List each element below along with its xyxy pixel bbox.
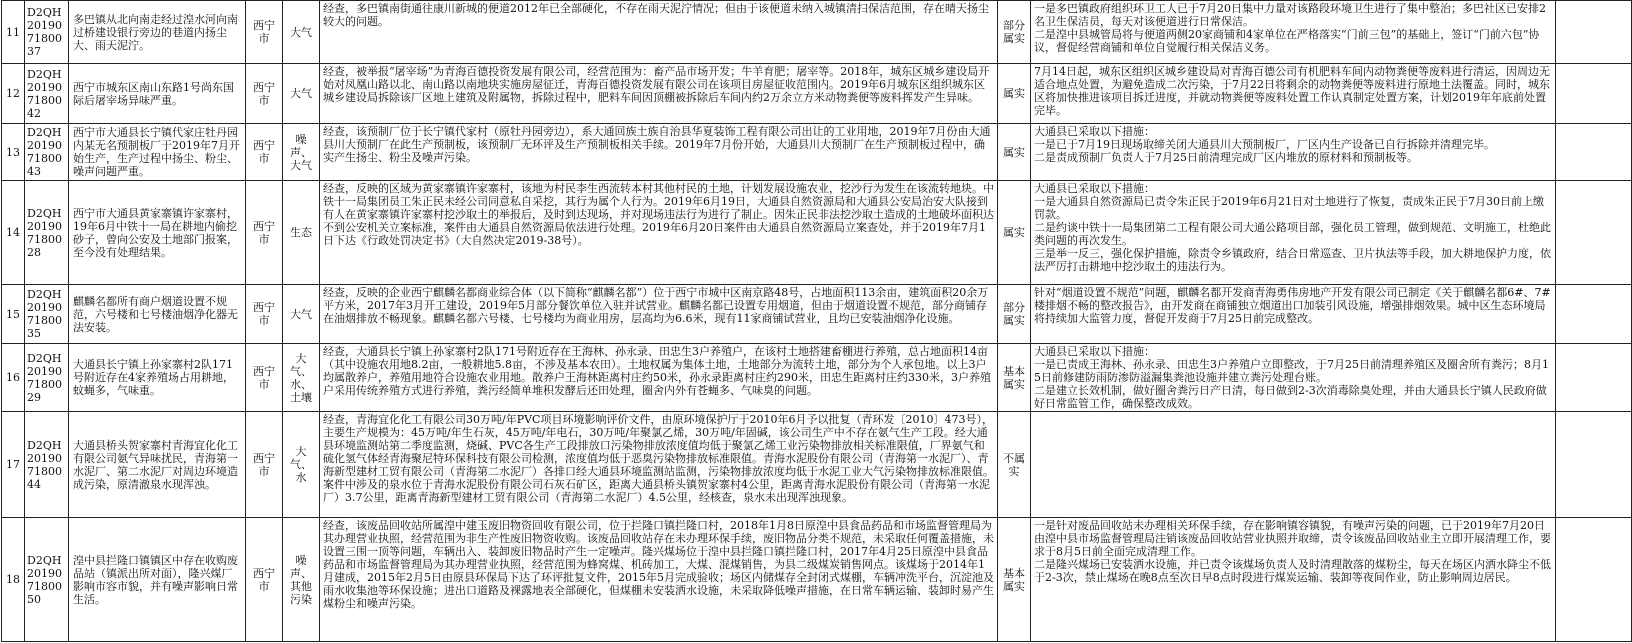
action-item: 针对“烟道设置不规范”问题，麒麟名都开发商青海勇伟房地产开发有限公司已制定《关于麒麟名都6#、7#楼排烟不畅的整改报告》，由开发商在商铺独立烟道出口加装引风设施，增强排烟效果。城中区生态环境局将持续加大监管力度，督促开发商于7月25日前完成整改。 [1034,286,1551,325]
table-row [2,344,1632,412]
city-cell: 西宁市 [246,285,283,344]
rectification-actions [1031,518,1556,642]
pollution-type: 噪声、大气 [283,124,320,181]
table-row [2,285,1632,344]
complaint-content: 湟中县拦隆口镇镇区中存在收购废品站（镇派出所对面），隆兴煤厂影响市容市貌，并有噪声影响日常生活。 [69,518,246,642]
table-body [2,1,1632,642]
case-code: D2QH201907180035 [25,285,69,344]
verification-status: 基本属实 [998,344,1031,412]
investigation-result: 经查，被举报“屠宰场”为青海百德投资发展有限公司，经营范围为：畜产品市场开发；牛羊育肥；屠宰等。2018年，城东区城乡建设局开始对凤凰山路以北、南山路以南地块实施房屋征迁，青海百德投资发展有限公司在该项目房屋征收范围内。2019年6月城东区组织城东区城乡建设局拆除该厂区地上建筑及附属物，拆除过程中，肥料车间因顶棚被拆除后车间内约2万余立方米动物粪便等废料挥发产生异味。 [320,64,998,124]
verification-status: 属实 [998,181,1031,285]
action-item: 一是针对废品回收站未办理相关环保手续，存在影响镇容镇貌，有噪声污染的问题，已于2019年7月20日由湟中县市场监督管理局注销该废品回收站营业执照并取缔，责令该废品回收站业主立即开展清理工作，要求于8月5日前全面完成清理工作。 [1034,519,1551,558]
city-cell: 西宁市 [246,1,283,64]
rectification-actions [1031,124,1556,181]
rectification-actions [1031,181,1556,285]
complaint-table [1,0,1632,642]
case-code: D2QH201907180037 [25,1,69,64]
pollution-type: 生态 [283,181,320,285]
investigation-result: 经查，多巴镇南街通往康川新城的便道2012年已全部硬化，不存在雨天泥泞情况；但由于该便道未纳入城镇清扫保洁范围，存在晴天扬尘较大的问题。 [320,1,998,64]
rectification-actions [1031,285,1556,344]
pollution-type: 噪声、其他污染 [283,518,320,642]
verification-status: 属实 [998,64,1031,124]
complaint-content: 西宁市大通县黄家寨镇许家寨村，19年6月中铁十一局在耕地内偷挖砂子，曾向公安及土地部门报案，至今没有处理结果。 [69,181,246,285]
case-code: D2QH201907180043 [25,124,69,181]
rectification-actions [1031,412,1556,518]
action-item: 大通县已采取以下措施： [1034,345,1155,358]
case-code: D2QH201907180042 [25,64,69,124]
complaint-content: 大通县桥头贺家寨村青海宜化化工有限公司氨气异味扰民，青海第一水泥厂、第二水泥厂对周边环境造成污染，原清澈泉水现浑浊。 [69,412,246,518]
verification-status: 部分属实 [998,285,1031,344]
city-cell: 西宁市 [246,181,283,285]
remark-cell [1556,412,1632,518]
remark-cell [1556,344,1632,412]
action-item: 一是已责成王海林、孙永录、田忠生3户养殖户立即整改，于7月25日前清理养殖区及圈舍所有粪污；8月15日前修建防雨防渗防溢漏集粪池设施并建立粪污处理台账。 [1034,358,1549,384]
row-number: 15 [2,285,25,344]
table-row [2,124,1632,181]
remark-cell [1556,1,1632,64]
action-item: 二是约谈中铁十一局集团第二工程有限公司大通公路项目部，强化员工管理，做到规范、文明施工，杜绝此类问题的再次发生。 [1034,221,1551,247]
investigation-result: 经查，大通县长宁镇上孙家寨村2队171号附近存在王海林、孙永录、田忠生3户养殖户，在该村土地搭建畜棚进行养殖，总占地面积14亩（其中设施农用地8.2亩，一般耕地5.8亩，不涉及基本农田）。土地权属为集体土地，土地部分为流转土地，部分为个人承包地。以上3户均属散养户，养殖用地符合设施农业用地。散养户王海林距离村庄约50米，孙永录距离村庄约290米，田忠生距离村庄约330米，3户养殖户采用传统养殖方式进行养殖，粪污经简单堆积发酵后还田处理，圈舍内外有苍蝇多、气味臭的问题。 [320,344,998,412]
table-row [2,181,1632,285]
pollution-type: 大气 [283,1,320,64]
row-number: 14 [2,181,25,285]
city-cell: 西宁市 [246,518,283,642]
row-number: 12 [2,64,25,124]
investigation-result: 经查，反映的企业西宁麒麟名都商业综合体（以下简称“麒麟名都”）位于西宁市城中区南京路48号，占地面积113余亩，建筑面积20余万平方米，2017年3月开工建设，2019年5月部分餐饮单位入驻并试营业。麒麟名都已设置专用烟道，但由于烟道设置不规范，部分商铺存在油烟排放不畅现象。麒麟名都六号楼、七号楼均为商业用房，层高均为6.6米，现有11家商铺试营业，且均已安装油烟净化设施。 [320,285,998,344]
action-item: 一是大通县自然资源局已责令朱正民于2019年6月21日对土地进行了恢复，责成朱正民于7月30日前上缴罚款。 [1034,195,1544,221]
investigation-result: 经查，青海宜化化工有限公司30万吨/年PVC项目环境影响评价文件，由原环境保护厅于2010年6月予以批复（青环发〔2010〕473号），主要生产规模为：45万吨/年生石灰，45万吨/年电石，30万吨/年聚氯乙烯，30万吨/年固碱，该公司生产中不存在氨气生产工段。经大通县环境监测站第二季度监测，烧碱、PVC各生产工段排放口污染物排放浓度值均低于聚氯乙烯工业污染物排放相关标准限值，厂界氨气和硫化氢气体经青海聚尼特环保科技有限公司检测，浓度值均低于恶臭污染物排放标准限值。青海水泥股份有限公司（青海第一水泥厂）、青海新型建材工贸有限公司（青海第二水泥厂）各排口经大通县环境监测站监测，污染物排放浓度均低于水泥工业大气污染物排放标准限值。案件中涉及的泉水位于青海水泥股份有限公司石灰石矿区，距离大通县桥头镇贺家寨村4公里，距离青海水泥股份有限公司（青海第一水泥厂）3.7公里，距离青海新型建材工贸有限公司（青海第二水泥厂）4.5公里，经核查，泉水未出现浑浊现象。 [320,412,998,518]
remark-cell [1556,518,1632,642]
verification-status: 部分属实 [998,1,1031,64]
complaint-content: 西宁市城东区南山东路1号尚东国际后屠宰场异味严重。 [69,64,246,124]
case-code: D2QH201907180028 [25,181,69,285]
rectification-actions [1031,1,1556,64]
complaint-content: 西宁市大通县长宁镇代家庄牡丹园内某无名预制板厂于2019年7月开始生产，生产过程中扬尘、粉尘、噪声问题严重。 [69,124,246,181]
city-cell: 西宁市 [246,412,283,518]
rectification-actions [1031,344,1556,412]
complaint-content: 大通县长宁镇上孙家寨村2队171号附近存在4家养殖场占用耕地，蚊蝇多，气味重。 [69,344,246,412]
table-row [2,412,1632,518]
remark-cell [1556,181,1632,285]
row-number: 17 [2,412,25,518]
city-cell: 西宁市 [246,344,283,412]
action-item: 大通县已采取以下措施： [1034,182,1155,195]
case-code: D2QH201907180029 [25,344,69,412]
action-item: 二是建立长效机制，做好圈舍粪污日产日清，每日做到2-3次消毒除臭处理，并由大通县长宁镇人民政府做好日常监管工作，确保整改成效。 [1034,384,1547,410]
complaint-content: 麒麟名都所有商户烟道设置不规范，六号楼和七号楼油烟净化器无法安装。 [69,285,246,344]
remark-cell [1556,124,1632,181]
action-item: 三是举一反三，强化保护措施，除责令乡镇政府，结合日常巡查、卫片执法等手段，加大耕地保护力度，依法严厉打击耕地中挖沙取土的违法行为。 [1034,247,1551,273]
remark-cell [1556,285,1632,344]
verification-status: 不属实 [998,412,1031,518]
action-item: 大通县已采取以下措施： [1034,125,1155,138]
row-number: 13 [2,124,25,181]
case-code: D2QH201907180050 [25,518,69,642]
action-item: 7月14日起，城东区组织区城乡建设局对青海百德公司有机肥料车间内动物粪便等废料进行清运，因周边无适合地点处置，为避免造成二次污染，于7月22日将剩余的动物粪便等废料进行原地土法覆盖。同时，城东区将加快推进该项目拆迁进度，并就动物粪便等废料处置工作认真制定处置方案，计划2019年年底前处置完毕。 [1034,65,1550,117]
row-number: 16 [2,344,25,412]
action-item: 一是多巴镇政府组织环卫工人已于7月20日集中力量对该路段环境卫生进行了集中整治；多巴社区已安排2名卫生保洁员，每天对该便道进行日常保洁。 [1034,2,1546,28]
investigation-result: 经查，该废品回收站所属湟中建玉废旧物资回收有限公司，位于拦隆口镇拦隆口村，2018年1月8日原湟中县食品药品和市场监督管理局为其办理营业执照，经营范围为非生产性废旧物资收购。该废品回收站存在未办理环保手续，废旧物品分类不规范，未采取任何覆盖措施，未设置三围一顶等问题，车辆出入、装卸废旧物品时产生一定噪声。隆兴煤场位于湟中县拦隆口镇拦隆口村，2017年4月25日原湟中县食品药品和市场监督管理局为其办理营业执照，经营范围为蜂窝煤、机砖加工，大煤、混煤销售，为县二级煤炭销售网点。该煤场于2014年1月建成，2015年2月5日由原县环保局下达了环评批复文件，2015年5月完成验收；场区内储煤存全封闭式煤棚，车辆冲洗平台，沉淀池及雨水收集池等环保设施；进出口道路及裸露地表全部硬化，但煤棚未安装洒水设施，未采取降低噪声措施，在日常车辆运输、装卸时易产生煤粉尘和噪声污染。 [320,518,998,642]
pollution-type: 大气、水、土壤 [283,344,320,412]
rectification-actions [1031,64,1556,124]
city-cell: 西宁市 [246,124,283,181]
investigation-result: 经查，该预制厂位于长宁镇代家村（原牡丹园旁边），系大通回族土族自治县华夏装饰工程有限公司出让的工业用地，2019年7月份由大通县川大预制厂在此生产预制板，该预制厂无环评及生产预制板相关手续。2019年7月份开始，大通县川大预制厂在生产预制板过程中，确实产生扬尘、粉尘及噪声污染。 [320,124,998,181]
remark-cell [1556,64,1632,124]
verification-status: 属实 [998,124,1031,181]
verification-status: 基本属实 [998,518,1031,642]
table-row [2,64,1632,124]
action-item: 二是责成预制厂负责人于7月25日前清理完成厂区内堆放的原材料和预制板等。 [1034,151,1418,164]
action-item: 二是隆兴煤场已安装洒水设施，并已责令该煤场负责人及时清理散落的煤粉尘，每天在场区内洒水降尘不低于2-3次，禁止煤场在晚8点至次日早8点时段进行煤炭运输、装卸等夜间作业，防止影响周边居民。 [1034,558,1551,584]
action-item: 一是已于7月19日现场取缔关闭大通县川大预制板厂，厂区内生产设备已自行拆除并清理完毕。 [1034,138,1495,151]
pollution-type: 大气、水 [283,412,320,518]
row-number: 18 [2,518,25,642]
table-row [2,1,1632,64]
pollution-type: 大气 [283,285,320,344]
city-cell: 西宁市 [246,64,283,124]
case-code: D2QH201907180044 [25,412,69,518]
table-row [2,518,1632,642]
row-number: 11 [2,1,25,64]
complaint-content: 多巴镇从北向南走经过湟水河向南过桥建设银行旁边的巷道内扬尘大、雨天泥泞。 [69,1,246,64]
investigation-result: 经查，反映的区域为黄家寨镇许家寨村，该地为村民李生西流转本村其他村民的土地，计划发展设施农业，挖沙行为发生在该流转地块。中铁十一局集团员工朱正民未经公司同意私自采挖，其行为属个人行为。2019年6月19日，大通县自然资源局和大通县公安局治安大队接到有人在黄家寨镇许家寨村挖沙取土的举报后，及时到达现场，并对现场违法行为进行了制止。因朱正民非法挖沙取土造成的土地破坏面积达不到公安机关立案标准，案件由大通县自然资源局依法进行处理。2019年6月20日案件由大通县自然资源局立案查处，并于2019年7月1日下达《行政处罚决定书》（大自然决定2019-38号）。 [320,181,998,285]
action-item: 二是湟中县城管局将与便道两侧20家商铺和4家单位在严格落实“门前三包”的基础上，签订“门前六包”协议，督促经营商铺和单位自觉履行相关保洁义务。 [1034,28,1540,54]
pollution-type: 大气 [283,64,320,124]
